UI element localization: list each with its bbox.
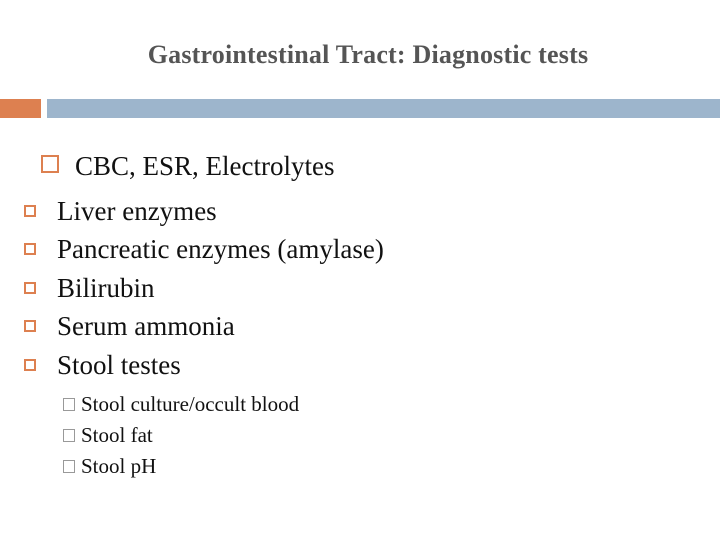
square-bullet-icon — [24, 359, 36, 371]
box-bullet-icon — [63, 460, 75, 473]
accent-bar-blue — [47, 99, 720, 118]
box-bullet-icon — [63, 429, 75, 442]
bullet-item: Bilirubin — [57, 273, 155, 303]
square-bullet-icon — [41, 155, 59, 173]
bullet-item: Stool testes — [57, 350, 181, 380]
accent-bar-orange — [0, 99, 41, 118]
square-bullet-icon — [24, 282, 36, 294]
bullet-item: CBC, ESR, Electrolytes — [75, 151, 335, 181]
sub-bullet-item: Stool culture/occult blood — [81, 392, 300, 416]
slide-title: Gastrointestinal Tract: Diagnostic tests — [147, 40, 589, 69]
bullet-item: Liver enzymes — [57, 196, 217, 226]
square-bullet-icon — [24, 320, 36, 332]
sub-bullet-item: Stool pH — [81, 454, 157, 478]
square-bullet-icon — [24, 243, 36, 255]
box-bullet-icon — [63, 398, 75, 411]
bullet-item: Serum ammonia — [57, 311, 235, 341]
sub-bullet-item: Stool fat — [81, 423, 153, 447]
bullet-item: Pancreatic enzymes (amylase) — [57, 234, 384, 264]
square-bullet-icon — [24, 205, 36, 217]
